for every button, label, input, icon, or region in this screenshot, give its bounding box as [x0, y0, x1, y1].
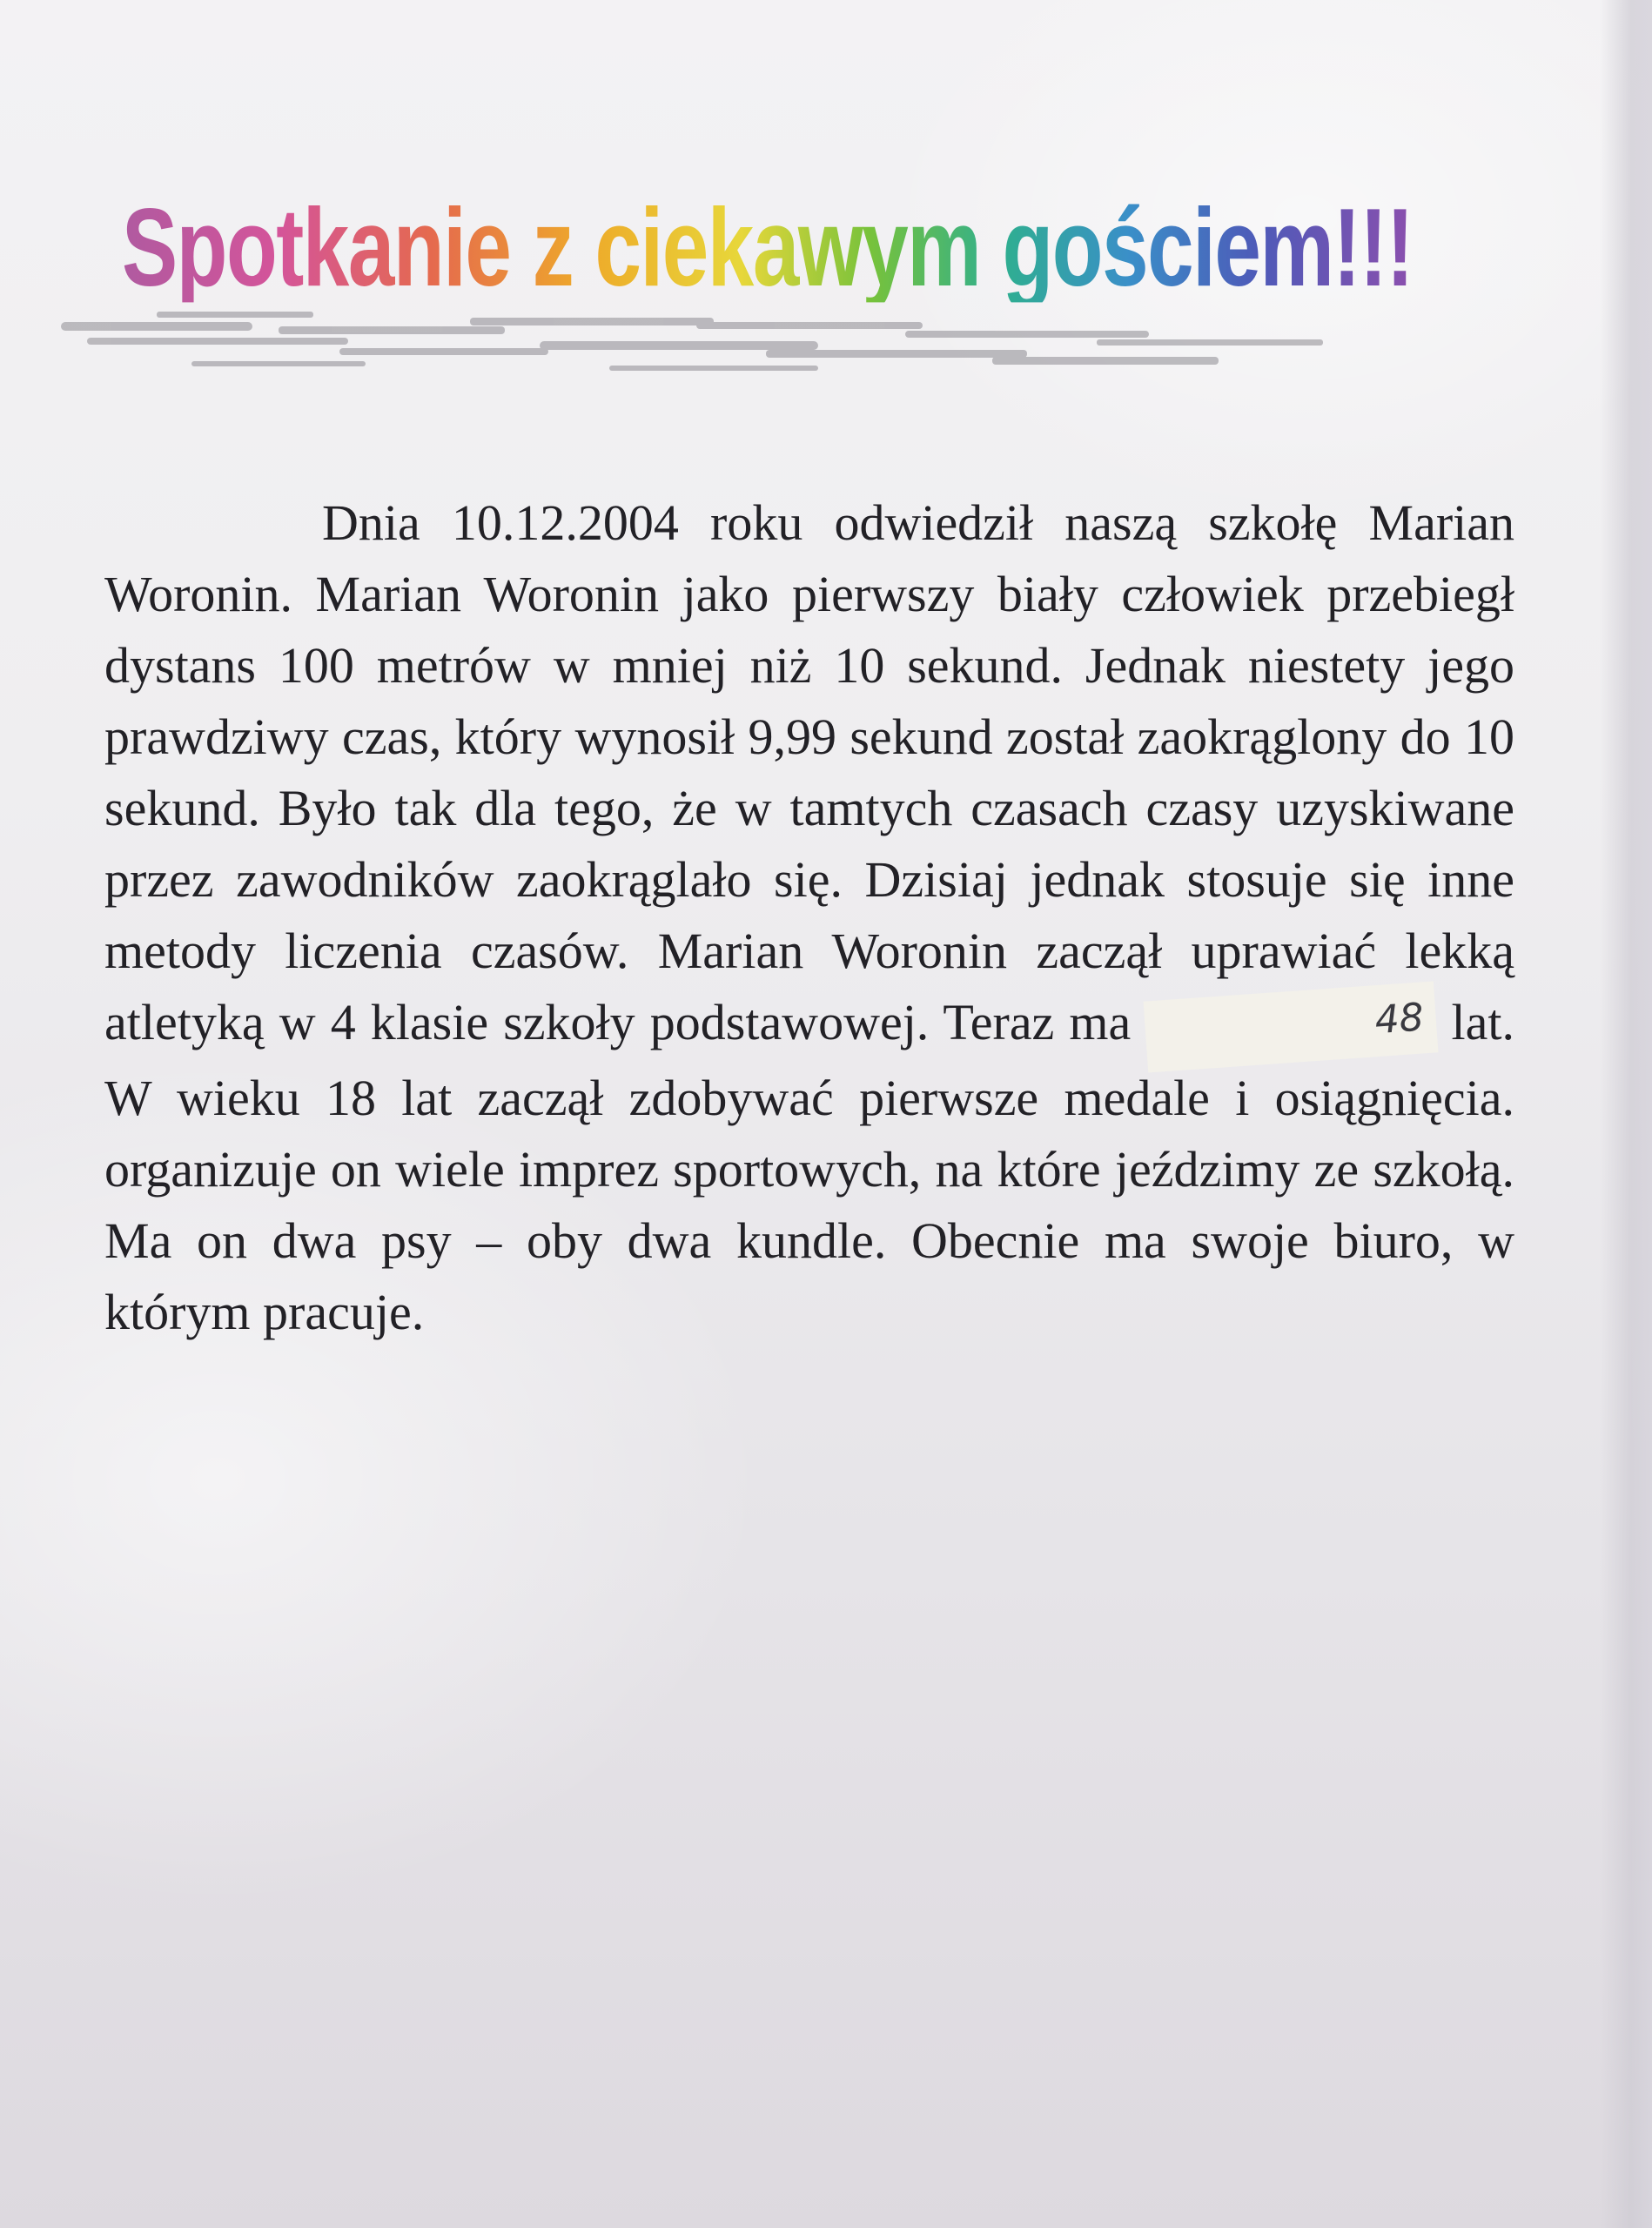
title-area [52, 165, 1532, 392]
page-title: Spotkanie z ciekawym gościem!!! [122, 185, 1414, 310]
body-text-part-1: Dnia 10.12.2004 roku odwiedził naszą szkołę Marian Woronin. Marian Woronin jako pierwszy biały człowiek przebiegł dystans 100 metrów w mniej niż 10 sekund. Jednak niestety jego prawdziwy czas, który wynosił 9,99 sekund został zaokrąglony do 10 sekund. Było tak dla tego, że w tamtych czasach czasy uzyskiwane przez zawodników zaokrąglało się. Dzisiaj jednak stosuje się inne metody liczenia czasów. Marian Woronin zaczął uprawiać lekką atletyką w 4 klasie szkoły podstawowej. Teraz ma [104, 494, 1514, 1050]
body-text [104, 487, 1514, 1348]
title-shadow-decoration [52, 296, 1340, 392]
body-paragraph [104, 487, 1514, 1348]
body-text-part-2: lat. W wieku 18 lat zaczął zdobywać pierwsze medale i osiągnięcia. organizuje on wiele imprez sportowych, na które jeździmy ze szkołą. Ma on dwa psy – oby dwa kundle. Obecnie ma swoje biuro, w którym pracuje. [104, 994, 1515, 1340]
handwritten-age: 48 [1144, 981, 1439, 1072]
page-edge-shadow [1600, 0, 1652, 2228]
